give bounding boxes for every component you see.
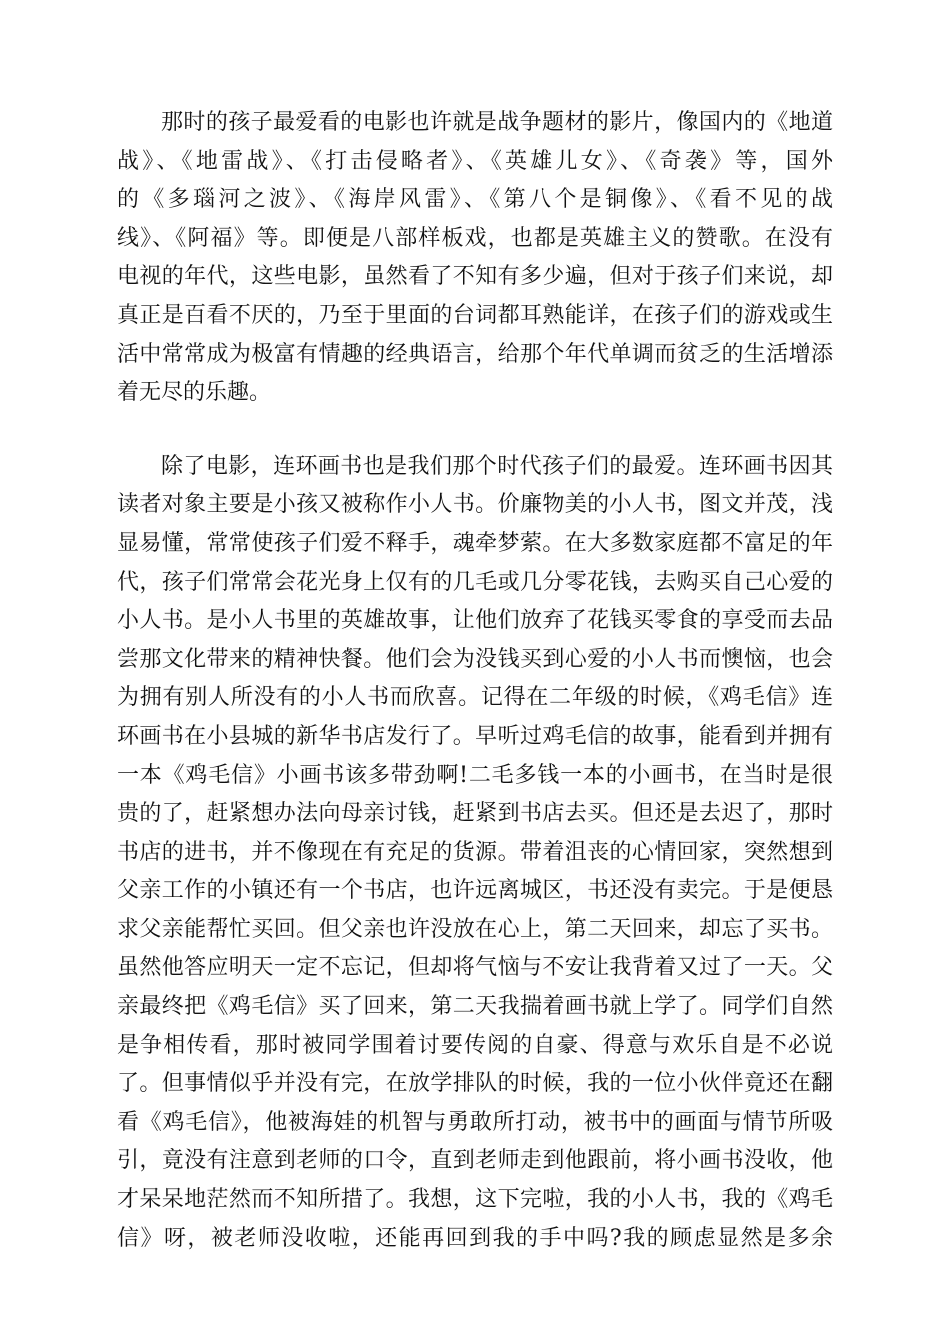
text-line: 线》、《阿福》等。即便是八部样板戏，也都是英雄主义的赞歌。在没有 <box>117 225 833 251</box>
text-line: 贵的了，赶紧想办法向母亲讨钱，赶紧到书店去买。但还是去迟了，那时 <box>117 801 833 827</box>
text-line: 尝那文化带来的精神快餐。他们会为没钱买到心爱的小人书而懊恼，也会 <box>117 646 833 672</box>
text-line: 为拥有别人所没有的小人书而欣喜。记得在二年级的时候，《鸡毛信》连 <box>117 685 833 711</box>
text-line: 父亲工作的小镇还有一个书店，也许远离城区，书还没有卖完。于是便恳 <box>117 878 833 904</box>
text-line: 代，孩子们常常会花光身上仅有的几毛或几分零花钱，去购买自己心爱的 <box>117 569 833 595</box>
text-line: 小人书。是小人书里的英雄故事，让他们放弃了花钱买零食的享受而去品 <box>117 608 833 634</box>
text-line: 显易懂，常常使孩子们爱不释手，魂牵梦萦。在大多数家庭都不富足的年 <box>117 530 833 556</box>
text-line: 真正是百看不厌的，乃至于里面的台词都耳熟能详，在孩子们的游戏或生 <box>117 302 833 328</box>
text-line: 除了电影，连环画书也是我们那个时代孩子们的最爱。连环画书因其 <box>161 453 833 479</box>
text-line: 求父亲能帮忙买回。但父亲也许没放在心上，第二天回来，却忘了买书。 <box>117 916 833 942</box>
text-line: 读者对象主要是小孩又被称作小人书。价廉物美的小人书，图文并茂，浅 <box>117 492 833 518</box>
text-line: 战》、《地雷战》、《打击侵略者》、《英雄儿女》、《奇袭》等，国外 <box>117 148 833 174</box>
text-line: 亲最终把《鸡毛信》买了回来，第二天我揣着画书就上学了。同学们自然 <box>117 994 833 1020</box>
text-line: 看《鸡毛信》，他被海娃的机智与勇敢所打动，被书中的画面与情节所吸 <box>117 1109 833 1135</box>
text-line: 虽然他答应明天一定不忘记，但却将气恼与不安让我背着又过了一天。父 <box>117 955 833 981</box>
text-line: 的《多瑙河之波》、《海岸风雷》、《第八个是铜像》、《看不见的战 <box>117 187 833 213</box>
text-line: 书店的进书，并不像现在有充足的货源。带着沮丧的心情回家，突然想到 <box>117 839 833 865</box>
text-line: 环画书在小县城的新华书店发行了。早听过鸡毛信的故事，能看到并拥有 <box>117 723 833 749</box>
paragraph-spacer <box>117 413 833 448</box>
text-line: 电视的年代，这些电影，虽然看了不知有多少遍，但对于孩子们来说，却 <box>117 264 833 290</box>
document-page <box>117 104 833 1258</box>
text-line: 了。但事情似乎并没有完，在放学排队的时候，我的一位小伙伴竟还在翻 <box>117 1071 833 1097</box>
text-line: 引，竟没有注意到老师的口令，直到老师走到他跟前，将小画书没收，他 <box>117 1148 833 1174</box>
text-line: 信》呀，被老师没收啦，还能再回到我的手中吗?我的顾虑显然是多余 <box>117 1225 833 1251</box>
paragraph-2 <box>117 448 833 1258</box>
text-line: 一本《鸡毛信》小画书该多带劲啊!二毛多钱一本的小画书，在当时是很 <box>117 762 833 788</box>
text-line: 着无尽的乐趣。 <box>117 380 272 406</box>
text-line: 才呆呆地茫然而不知所措了。我想，这下完啦，我的小人书，我的《鸡毛 <box>117 1187 833 1213</box>
text-line: 是争相传看，那时被同学围着讨要传阅的自豪、得意与欢乐自是不必说 <box>117 1032 833 1058</box>
text-line: 那时的孩子最爱看的电影也许就是战争题材的影片，像国内的《地道 <box>161 110 833 135</box>
paragraph-1 <box>117 104 833 413</box>
text-line: 活中常常成为极富有情趣的经典语言，给那个年代单调而贫乏的生活增添 <box>117 341 833 367</box>
